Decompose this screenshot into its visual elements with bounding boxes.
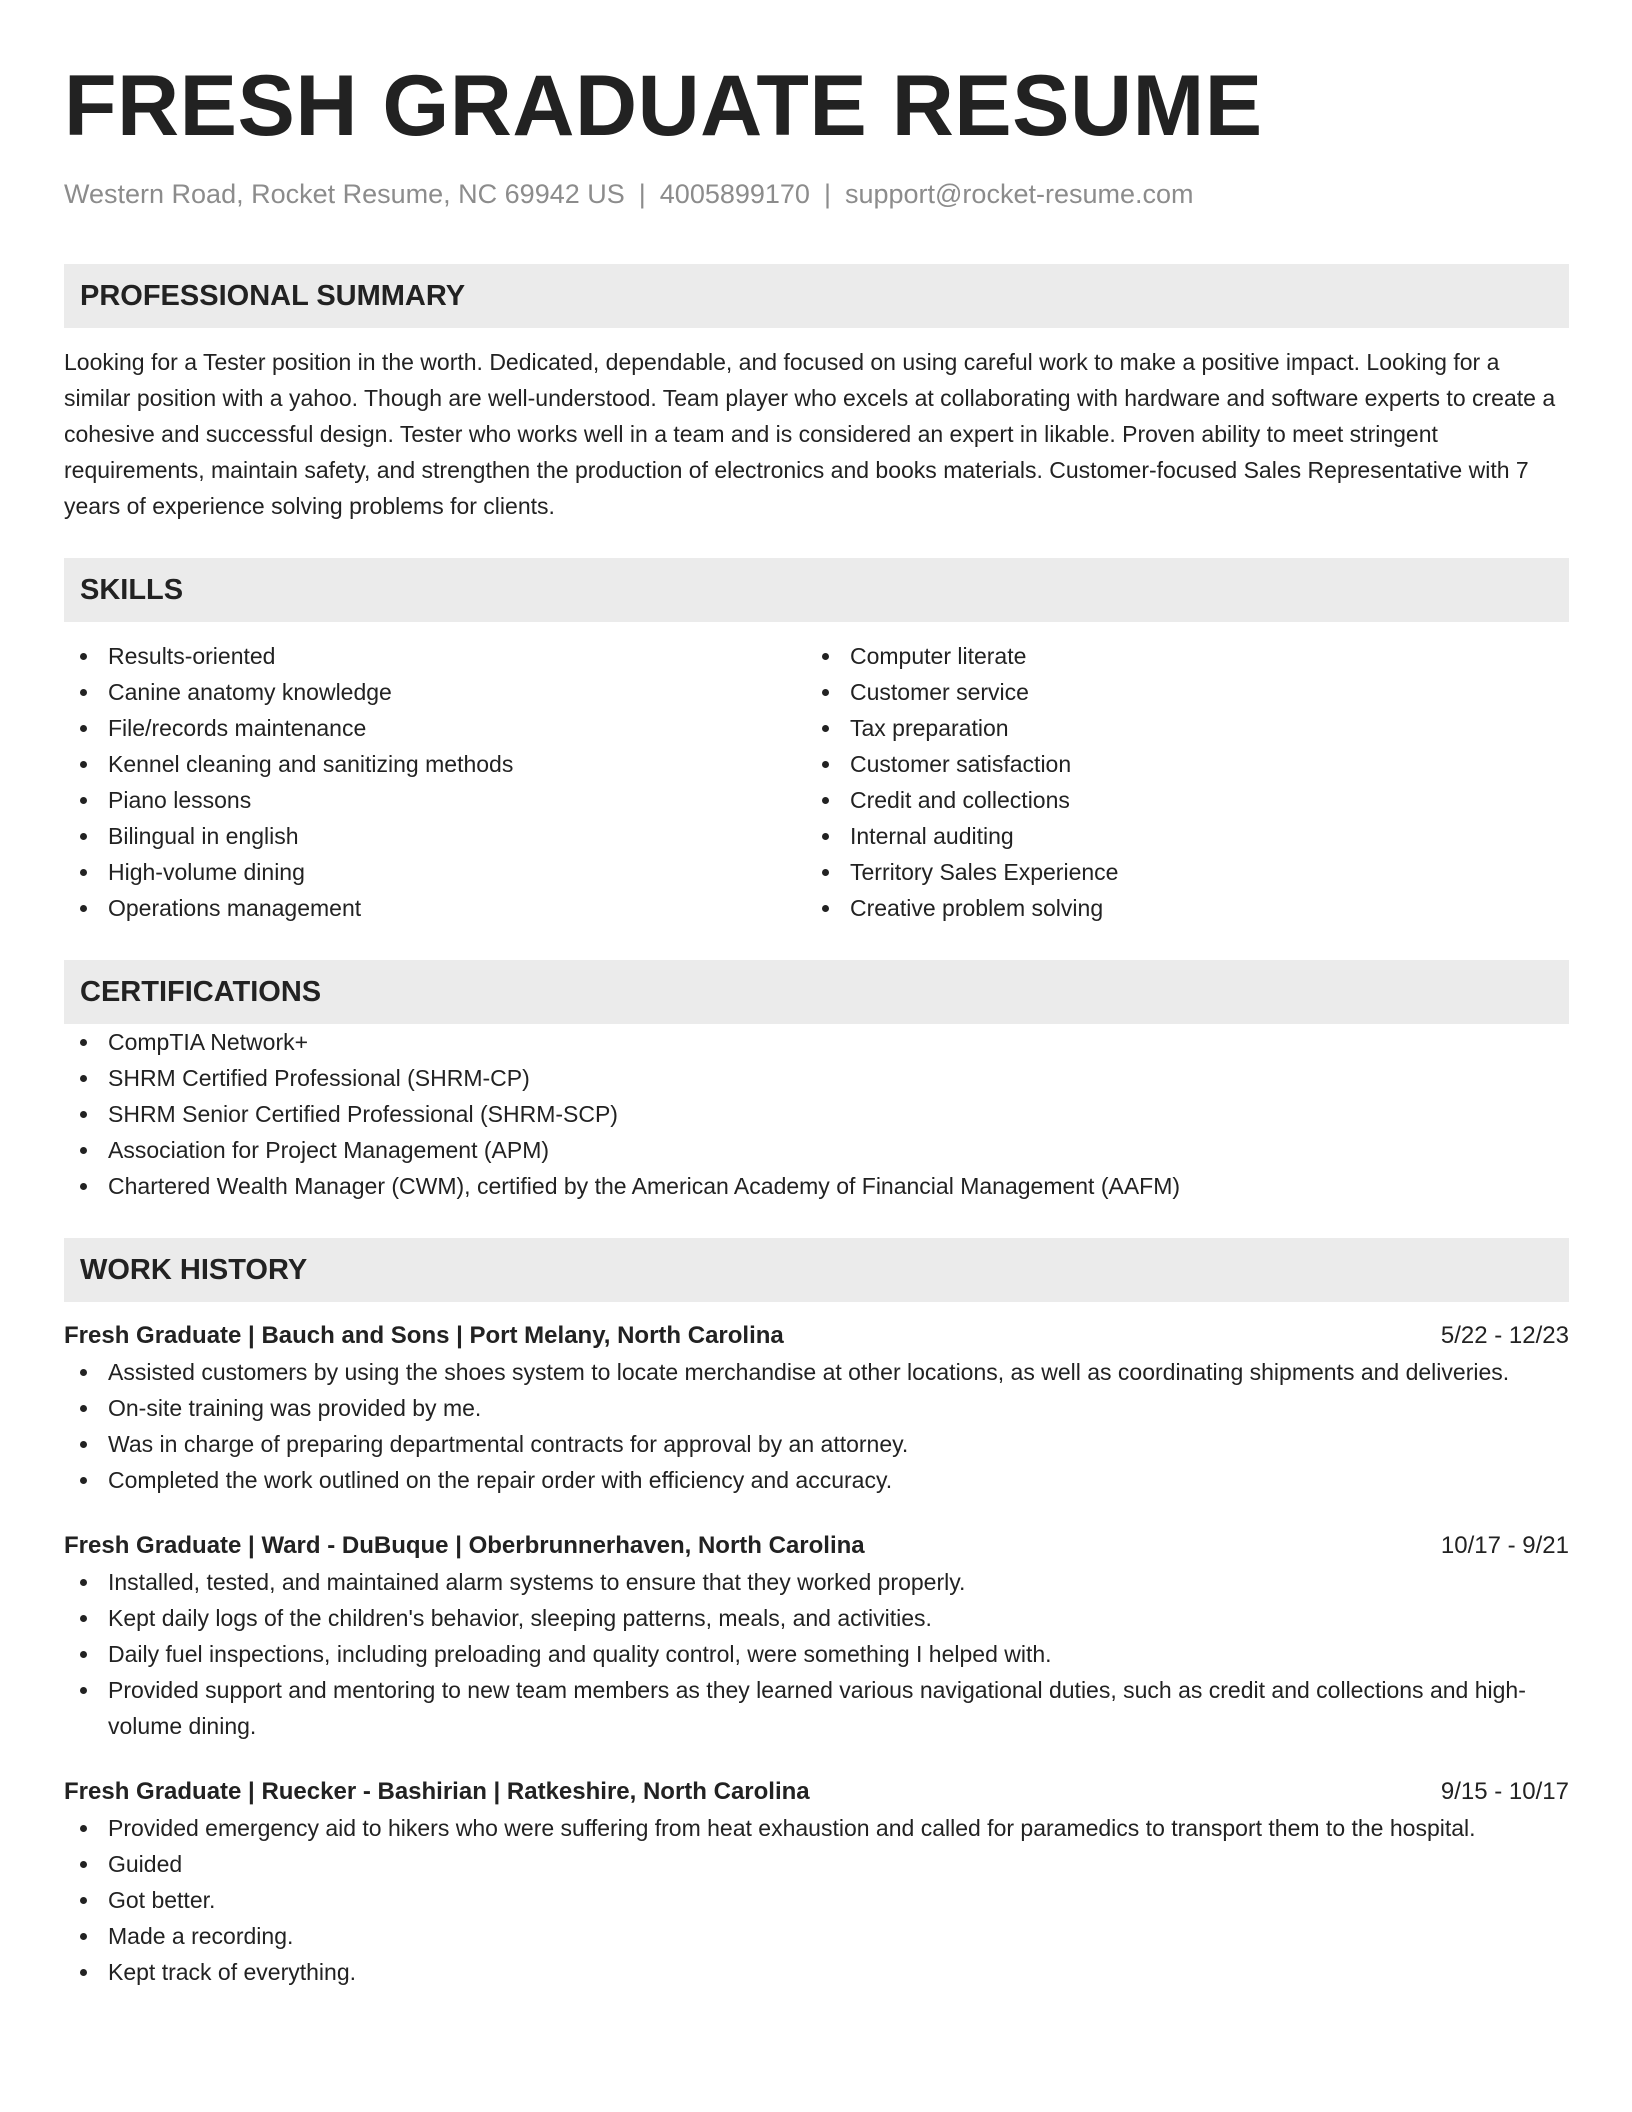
contact-separator: |: [823, 179, 831, 209]
skill-item: Computer literate: [806, 638, 1569, 674]
job-duty-item: Provided emergency aid to hikers who were suffering from heat exhaustion and called for paramedics to transport them to the hospital.: [64, 1810, 1569, 1846]
job-duty-item: Was in charge of preparing departmental contracts for approval by an attorney.: [64, 1426, 1569, 1462]
skill-item: Creative problem solving: [806, 890, 1569, 926]
job-duty-item: Assisted customers by using the shoes system to locate merchandise at other locations, as well as coordinating shipments and deliveries.: [64, 1354, 1569, 1390]
skill-item: Customer service: [806, 674, 1569, 710]
job-title: Fresh Graduate | Bauch and Sons | Port Melany, North Carolina: [64, 1322, 784, 1349]
skill-item: Customer satisfaction: [806, 746, 1569, 782]
certification-item: Association for Project Management (APM): [64, 1132, 1569, 1168]
job-duty-item: Completed the work outlined on the repair order with efficiency and accuracy.: [64, 1462, 1569, 1498]
job-dates: 9/15 - 10/17: [1440, 1778, 1569, 1805]
job-entry: [64, 1528, 1569, 1744]
job-duty-item: On-site training was provided by me.: [64, 1390, 1569, 1426]
summary-heading: PROFESSIONAL SUMMARY: [64, 264, 1569, 328]
skills-columns: [64, 638, 1569, 926]
job-duty-item: Kept track of everything.: [64, 1954, 1569, 1990]
job-duties-list: [64, 1354, 1569, 1498]
contact-phone: 4005899170: [659, 179, 810, 209]
certifications-heading: CERTIFICATIONS: [64, 960, 1569, 1024]
certification-item: Chartered Wealth Manager (CWM), certified by the American Academy of Financial Management (AAFM): [64, 1168, 1569, 1204]
job-duties-list: [64, 1564, 1569, 1744]
job-entry: [64, 1774, 1569, 1990]
skills-heading: SKILLS: [64, 558, 1569, 622]
skill-item: Bilingual in english: [64, 818, 806, 854]
certification-item: SHRM Certified Professional (SHRM-CP): [64, 1060, 1569, 1096]
resume-title: FRESH GRADUATE RESUME: [64, 58, 1263, 154]
skill-item: Canine anatomy knowledge: [64, 674, 806, 710]
work-history-list: [64, 1318, 1569, 1990]
job-duty-item: Got better.: [64, 1882, 1569, 1918]
job-header: [64, 1774, 1569, 1810]
skill-item: Piano lessons: [64, 782, 806, 818]
job-header: [64, 1318, 1569, 1354]
job-duty-item: Kept daily logs of the children's behavior, sleeping patterns, meals, and activities.: [64, 1600, 1569, 1636]
job-duty-item: Installed, tested, and maintained alarm systems to ensure that they worked properly.: [64, 1564, 1569, 1600]
contact-line: [64, 176, 1569, 212]
job-duties-list: [64, 1810, 1569, 1990]
job-title: Fresh Graduate | Ward - DuBuque | Oberbrunnerhaven, North Carolina: [64, 1532, 865, 1559]
job-duty-item: Made a recording.: [64, 1918, 1569, 1954]
contact-email: support@rocket-resume.com: [844, 179, 1194, 209]
skills-list-left: [64, 638, 806, 926]
job-duty-item: Guided: [64, 1846, 1569, 1882]
skill-item: File/records maintenance: [64, 710, 806, 746]
skills-column-left: [64, 638, 806, 926]
certifications-list: [64, 1024, 1569, 1204]
job-header: [64, 1528, 1569, 1564]
work-history-heading: WORK HISTORY: [64, 1238, 1569, 1302]
skill-item: Results-oriented: [64, 638, 806, 674]
skill-item: Internal auditing: [806, 818, 1569, 854]
job-title: Fresh Graduate | Ruecker - Bashirian | Ratkeshire, North Carolina: [64, 1778, 810, 1805]
skill-item: High-volume dining: [64, 854, 806, 890]
job-duty-item: Provided support and mentoring to new team members as they learned various navigational duties, such as credit and collections and high-volume dining.: [64, 1672, 1569, 1744]
job-duty-item: Daily fuel inspections, including preloading and quality control, were something I helped with.: [64, 1636, 1569, 1672]
skill-item: Operations management: [64, 890, 806, 926]
certification-item: SHRM Senior Certified Professional (SHRM-SCP): [64, 1096, 1569, 1132]
skill-item: Kennel cleaning and sanitizing methods: [64, 746, 806, 782]
skills-column-right: [806, 638, 1569, 926]
job-dates: 10/17 - 9/21: [1440, 1532, 1569, 1559]
job-entry: [64, 1318, 1569, 1498]
skill-item: Territory Sales Experience: [806, 854, 1569, 890]
contact-separator: |: [638, 179, 646, 209]
contact-address: Western Road, Rocket Resume, NC 69942 US: [64, 179, 625, 209]
job-dates: 5/22 - 12/23: [1440, 1322, 1569, 1349]
skill-item: Credit and collections: [806, 782, 1569, 818]
skill-item: Tax preparation: [806, 710, 1569, 746]
summary-text: Looking for a Tester position in the worth. Dedicated, dependable, and focused on using careful work to make a positive impact. Looking for a similar position with a yahoo. Though are well-understood. Team player who excels at collaborating with hardware and software experts to create a cohesive and successful design. Tester who works well in a team and is considered an expert in likable. Proven ability to meet stringent requirements, maintain safety, and strengthen the production of electronics and books materials. Customer-focused Sales Representative with 7 years of experience solving problems for clients.: [64, 349, 1556, 519]
skills-list-right: [806, 638, 1569, 926]
certification-item: CompTIA Network+: [64, 1024, 1569, 1060]
